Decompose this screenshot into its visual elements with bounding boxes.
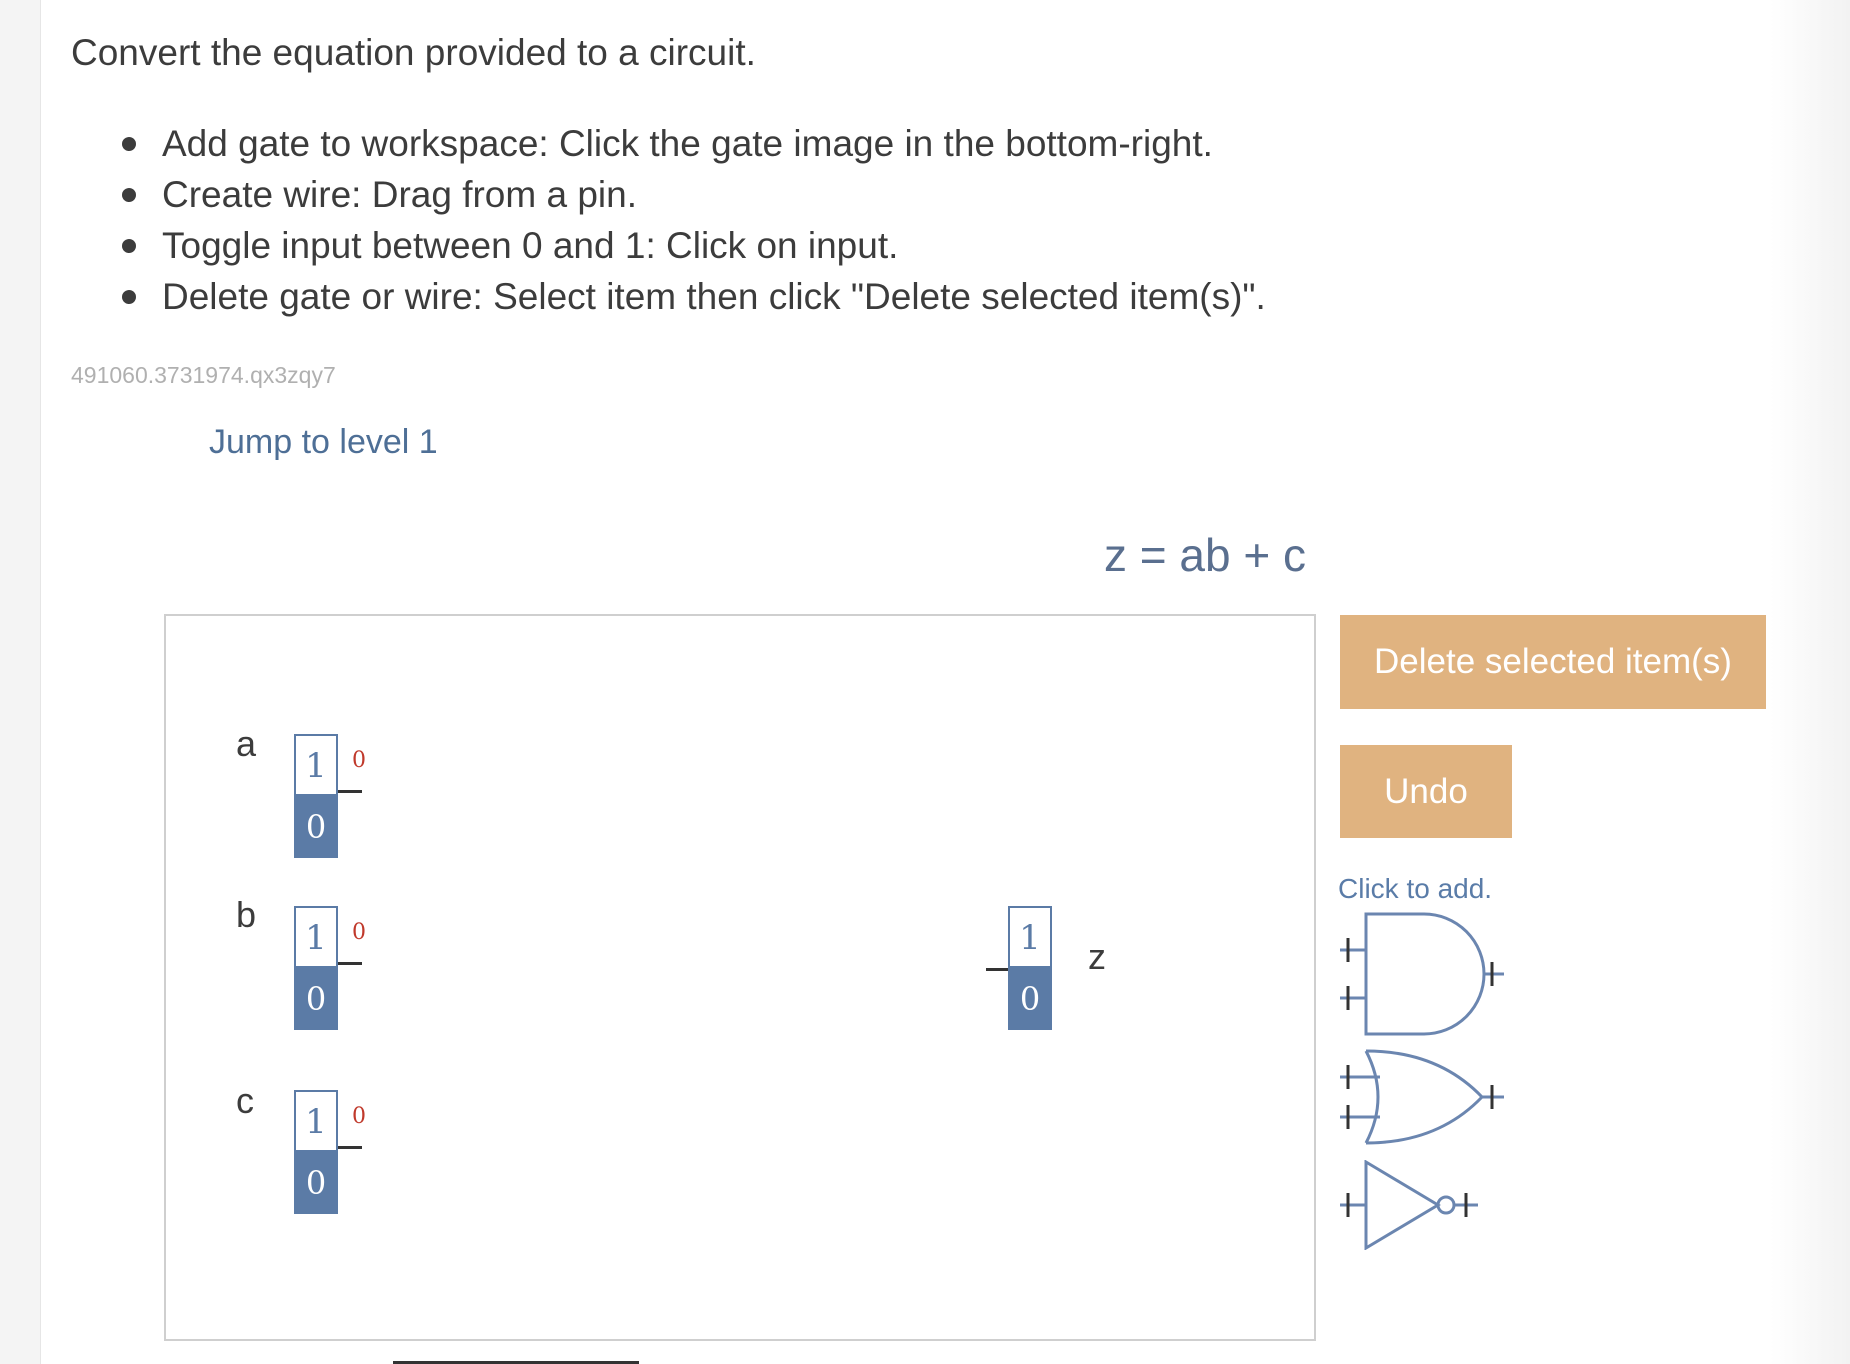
instruction-item: Delete gate or wire: Select item then click "Delete selected item(s)".	[162, 271, 1266, 322]
output-pin-a[interactable]	[338, 790, 362, 793]
output-input-pin-z[interactable]	[986, 968, 1010, 971]
input-output-value-b: 0	[352, 920, 366, 945]
instruction-item: Toggle input between 0 and 1: Click on input.	[162, 220, 1266, 271]
equation: z = ab + c	[1104, 529, 1307, 581]
undo-button[interactable]: Undo	[1340, 745, 1512, 838]
input-toggle-b[interactable]	[294, 906, 338, 1030]
instructions-list	[110, 118, 1266, 322]
toggle-zero: 0	[294, 1152, 338, 1214]
input-label-a: a	[236, 723, 257, 764]
input-toggle-a[interactable]	[294, 734, 338, 858]
instruction-item: Create wire: Drag from a pin.	[162, 169, 1266, 220]
toggle-one: 1	[1008, 906, 1052, 968]
toggle-one: 1	[294, 906, 338, 968]
output-display-z	[1008, 906, 1052, 1030]
input-toggle-c[interactable]	[294, 1090, 338, 1214]
right-edge-shadow	[1770, 0, 1850, 1364]
output-pin-b[interactable]	[338, 962, 362, 965]
toggle-zero: 0	[294, 968, 338, 1030]
left-margin-strip	[0, 0, 41, 1364]
jump-to-level-link[interactable]: Jump to level 1	[209, 423, 438, 461]
activity-id: 491060.3731974.qx3zqy7	[71, 362, 336, 388]
toggle-one: 1	[294, 734, 338, 796]
circuit-workspace[interactable]	[164, 614, 1316, 1341]
palette-hint: Click to add.	[1338, 873, 1493, 904]
output-pin-c[interactable]	[338, 1146, 362, 1149]
input-label-c: c	[236, 1080, 254, 1121]
input-label-b: b	[236, 894, 257, 935]
input-output-value-c: 0	[352, 1104, 366, 1129]
toggle-one: 1	[294, 1090, 338, 1152]
toggle-zero: 0	[1008, 968, 1052, 1030]
input-output-value-a: 0	[352, 748, 366, 773]
instruction-item: Add gate to workspace: Click the gate image in the bottom-right.	[162, 118, 1266, 169]
output-label-z: z	[1088, 936, 1106, 977]
toggle-zero: 0	[294, 796, 338, 858]
and-gate-icon[interactable]	[1338, 910, 1504, 1038]
instructions-intro: Convert the equation provided to a circuit.	[71, 32, 756, 73]
delete-selected-button[interactable]: Delete selected item(s)	[1340, 615, 1766, 709]
or-gate-icon[interactable]	[1338, 1047, 1504, 1147]
not-gate-icon[interactable]	[1338, 1160, 1504, 1250]
